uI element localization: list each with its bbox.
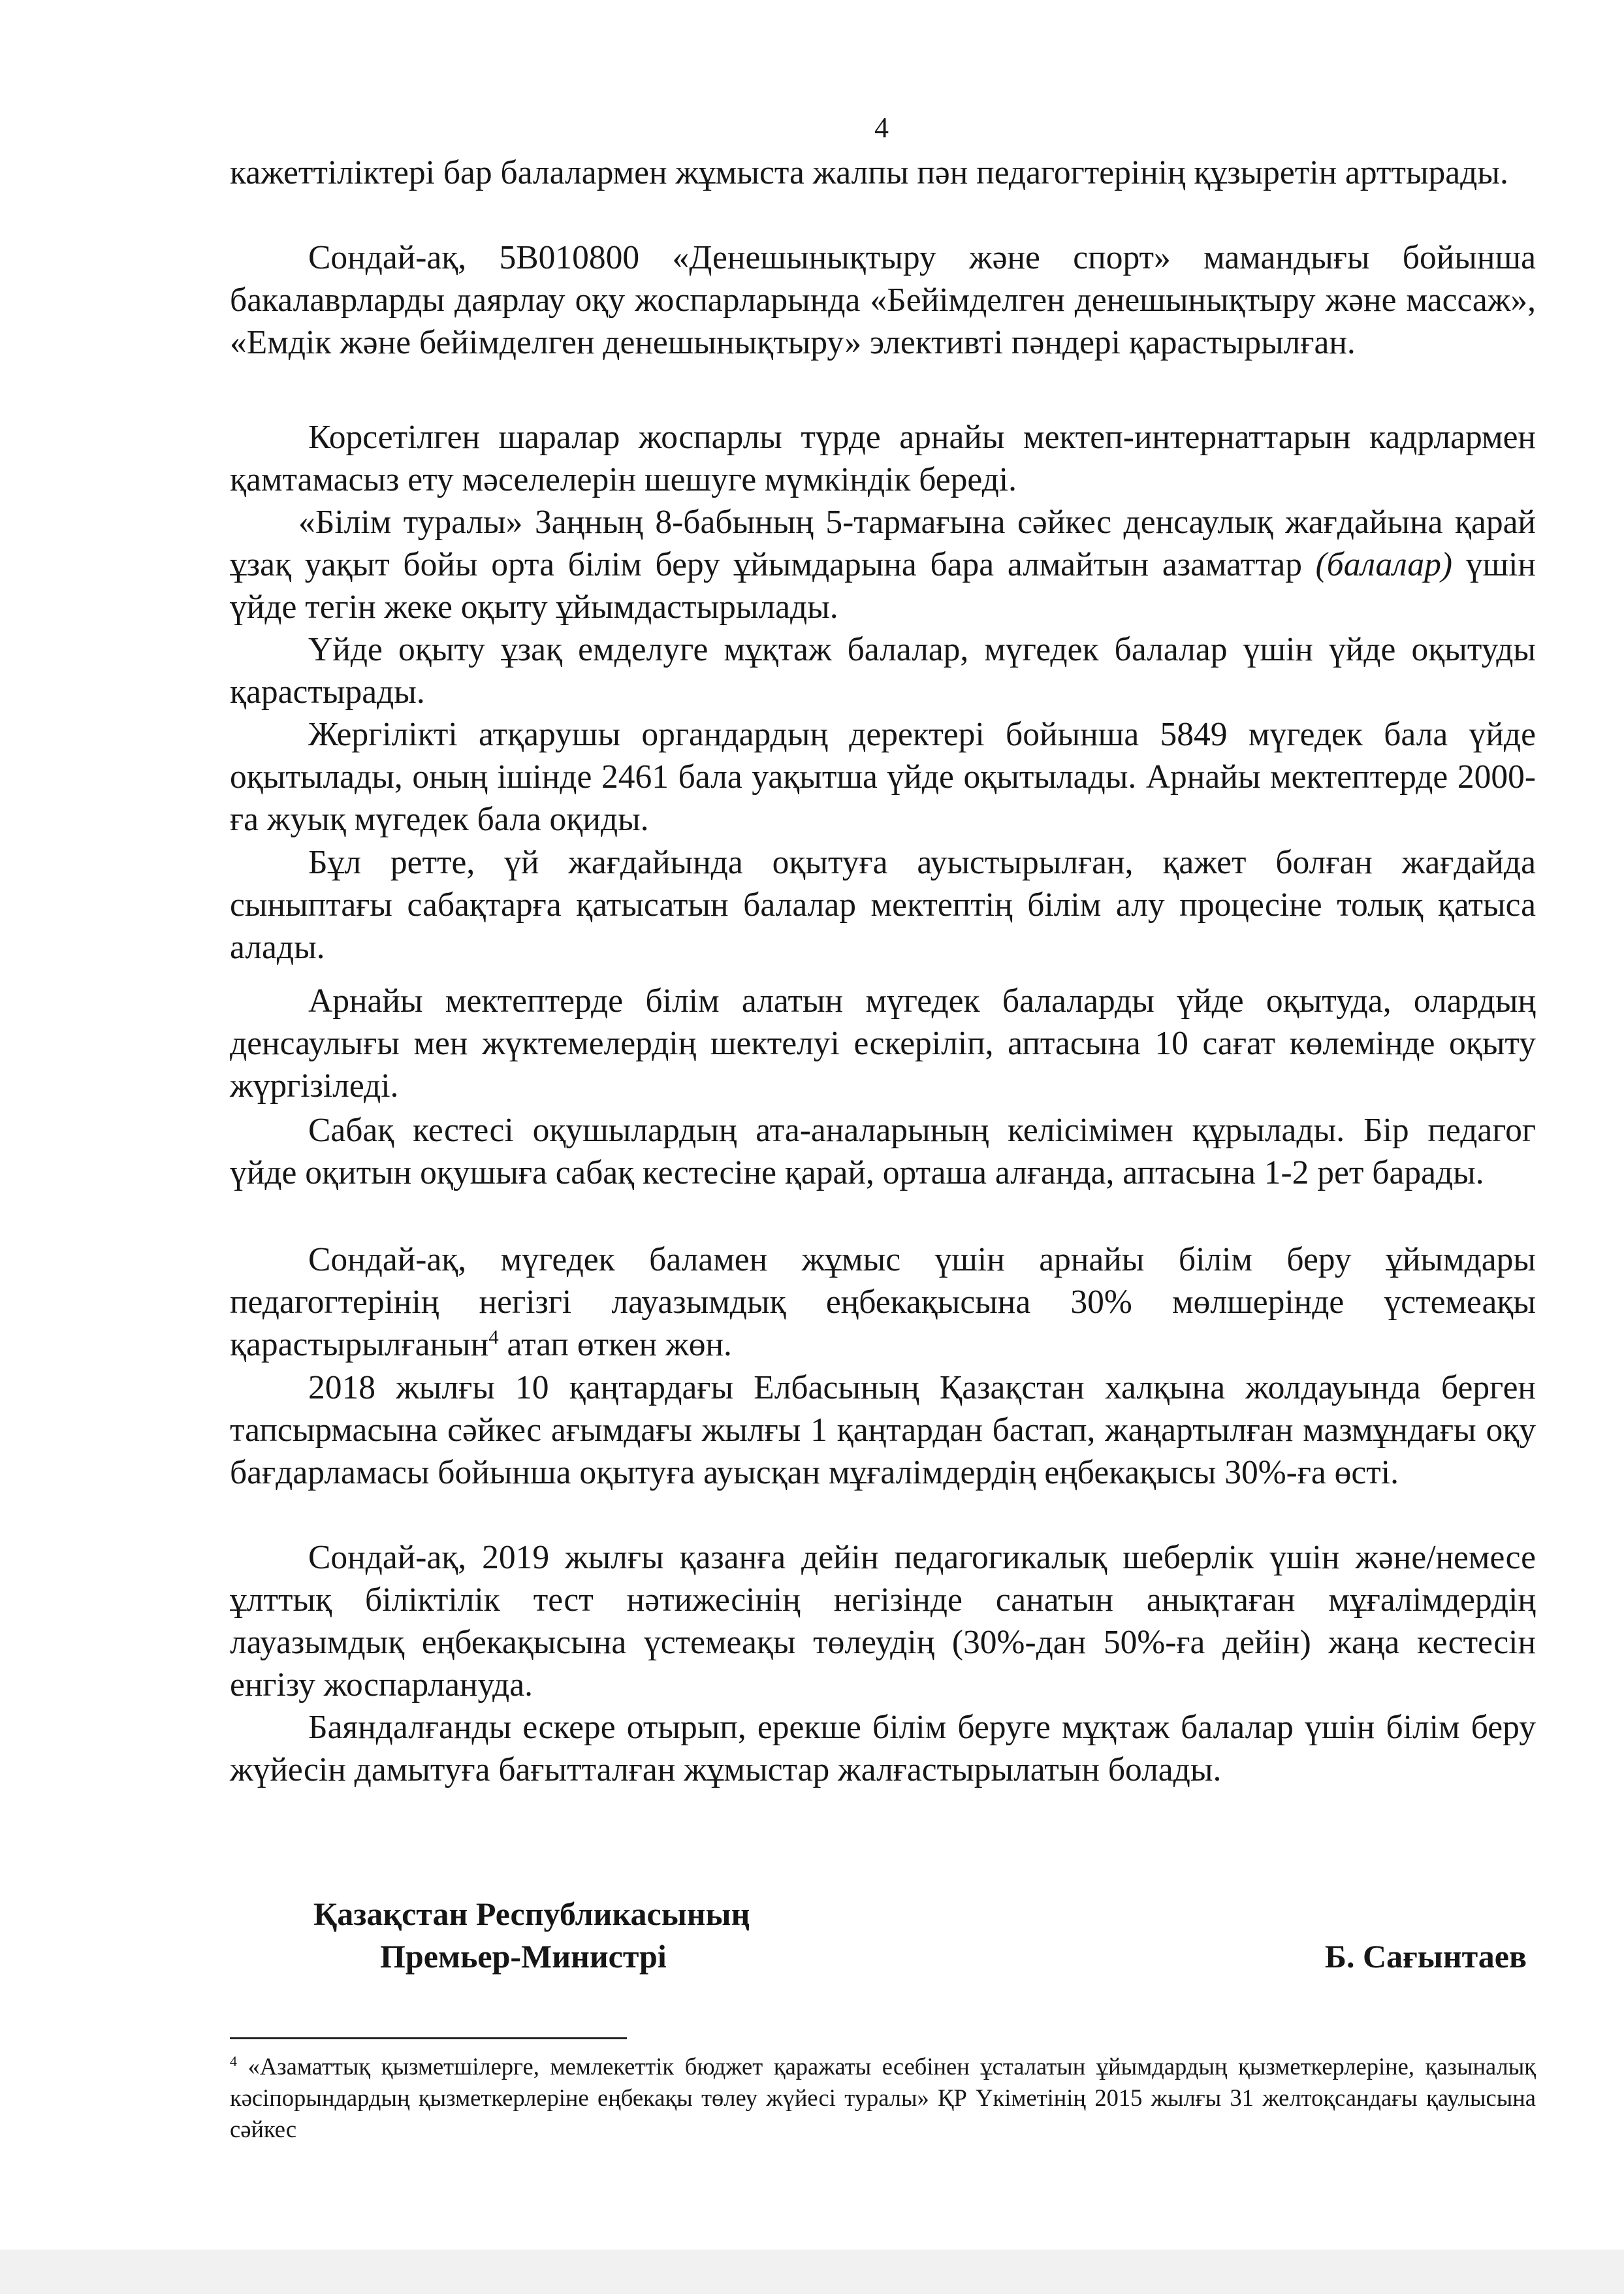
paragraph-text: 2018 жылғы 10 қаңтардағы Елбасының Қазақстан халқына жолдауында берген тапсырмасына сәйкес ағымдағы жылғы 1 қаңтардан бастап, жаңартылған мазмұндағы оқу бағдарламасы бойынша оқытуға ауысқан мұғалімдердің еңбекақысы 30%-ға өсті. bbox=[230, 1369, 1536, 1491]
paragraph-italic-text: (балалар) bbox=[1315, 546, 1453, 583]
body-paragraph-12 bbox=[230, 1536, 1536, 1706]
paragraph-text: Арнайы мектептерде білім алатын мүгедек балаларды үйде оқытуда, олардың денсаулығы мен жүктемелердің шектелуі ескеріліп, аптасына 10 сағат көлемінде оқыту жүргізіледі. bbox=[230, 982, 1536, 1105]
body-paragraph-2 bbox=[230, 236, 1536, 364]
paragraph-text: Баяндалғанды ескере отырып, ерекше білім беруге мұқтаж балалар үшін білім беру жүйесін дамытуға бағытталған жұмыстар жалғастырылатын болады. bbox=[230, 1709, 1536, 1788]
body-paragraph-13 bbox=[230, 1706, 1536, 1791]
scan-bottom-margin bbox=[0, 2250, 1624, 2294]
paragraph-text: Үйде оқыту ұзақ емделуге мұқтаж балалар, мүгедек балалар үшін үйде оқытуды қарастырады. bbox=[230, 631, 1536, 711]
paragraph-text-end: атап өткен жөн. bbox=[498, 1326, 732, 1363]
body-paragraph-6 bbox=[230, 713, 1536, 841]
paragraph-text-end: үшін үйде тегін жеке оқыту ұйымдастырылады. bbox=[230, 546, 1536, 626]
footnote bbox=[230, 2051, 1536, 2145]
page-number: 4 bbox=[874, 112, 889, 144]
signature-position: Премьер-Министрі bbox=[380, 1938, 667, 1975]
body-paragraph-7 bbox=[230, 841, 1536, 969]
footnote-reference: 4 bbox=[488, 1325, 499, 1348]
body-paragraph-3 bbox=[230, 416, 1536, 501]
signature-organization: Қазақстан Республикасының bbox=[313, 1896, 750, 1932]
paragraph-text-start: «Білім туралы» Заңның 8-бабының 5-тармағына сәйкес денсаулық жағдайына қарай ұзақ уақыт бойы орта білім беру ұйымдарына бара алмайтын азаматтар bbox=[230, 504, 1536, 583]
body-paragraph-10 bbox=[230, 1238, 1536, 1366]
paragraph-text-start: Сондай-ақ, мүгедек баламен жұмыс үшін арнайы білім беру ұйымдары педагогтерінің негізгі лауазымдық еңбекақысына 30% мөлшерінде үстемеақы қарастырылғанын bbox=[230, 1241, 1536, 1363]
footnote-divider bbox=[230, 2037, 627, 2039]
footnote-text: «Азаматтық қызметшілерге, мемлекеттік бюджет қаражаты есебінен ұсталатын ұйымдардың қызметкерлеріне, қазыналық кәсіпорындардың қызметкерлеріне еңбекақы төлеу жүйесі туралы» ҚР Үкіметінің 2015 жылғы 31 желтоқсандағы қаулысына сәйкес bbox=[230, 2053, 1536, 2142]
paragraph-text: Сондай-ақ, 5В010800 «Денешынықтыру және спорт» мамандығы бойынша бакалаврларды даярлау оқу жоспарларында «Бейімделген денешынықтыру және массаж», «Емдік және бейімделген денешынықтыру» элективті пәндері қарастырылған. bbox=[230, 239, 1536, 361]
body-paragraph-11 bbox=[230, 1366, 1536, 1494]
paragraph-text: Жергілікті атқарушы органдардың деректері бойынша 5849 мүгедек бала үйде оқытылады, оның ішінде 2461 бала уақытша үйде оқытылады. Арнайы мектептерде 2000-ға жуық мүгедек бала оқиды. bbox=[230, 716, 1536, 838]
paragraph-text: Сабақ кестесі оқушылардың ата-аналарының келісімімен құрылады. Бір педагог үйде оқитын оқушыға сабақ кестесіне қарай, орташа алғанда, аптасына 1-2 рет барады. bbox=[230, 1112, 1536, 1191]
signature-name: Б. Сағынтаев bbox=[1324, 1938, 1527, 1975]
paragraph-text: Сондай-ақ, 2019 жылғы қазанға дейін педагогикалық шеберлік үшін және/немесе ұлттық біліктілік тест нәтижесінің негізінде санатын анықтаған мұғалімдердің лауазымдық еңбекақысына үстемеақы төлеудің (30%-дан 50%-ға дейін) жаңа кестесін енгізу жоспарлануда. bbox=[230, 1539, 1536, 1704]
paragraph-text: Корсетілген шаралар жоспарлы түрде арнайы мектеп-интернаттарын кадрлармен қамтамасыз ету мәселелерін шешуге мүмкіндік береді. bbox=[230, 419, 1536, 498]
body-paragraph-4 bbox=[230, 501, 1536, 628]
body-paragraph-9 bbox=[230, 1109, 1536, 1194]
body-paragraph-1 bbox=[230, 152, 1536, 194]
paragraph-text: кажеттіліктері бар балалармен жұмыста жалпы пән педагогтерінің құзыретін арттырады. bbox=[230, 154, 1508, 191]
body-paragraph-8 bbox=[230, 980, 1536, 1107]
paragraph-text: Бұл ретте, үй жағдайында оқытуға ауыстырылған, қажет болған жағдайда сыныптағы сабақтарға қатысатын балалар мектептің білім алу процесіне толық қатыса алады. bbox=[230, 844, 1536, 966]
body-paragraph-5 bbox=[230, 628, 1536, 713]
footnote-marker: 4 bbox=[230, 2052, 237, 2069]
